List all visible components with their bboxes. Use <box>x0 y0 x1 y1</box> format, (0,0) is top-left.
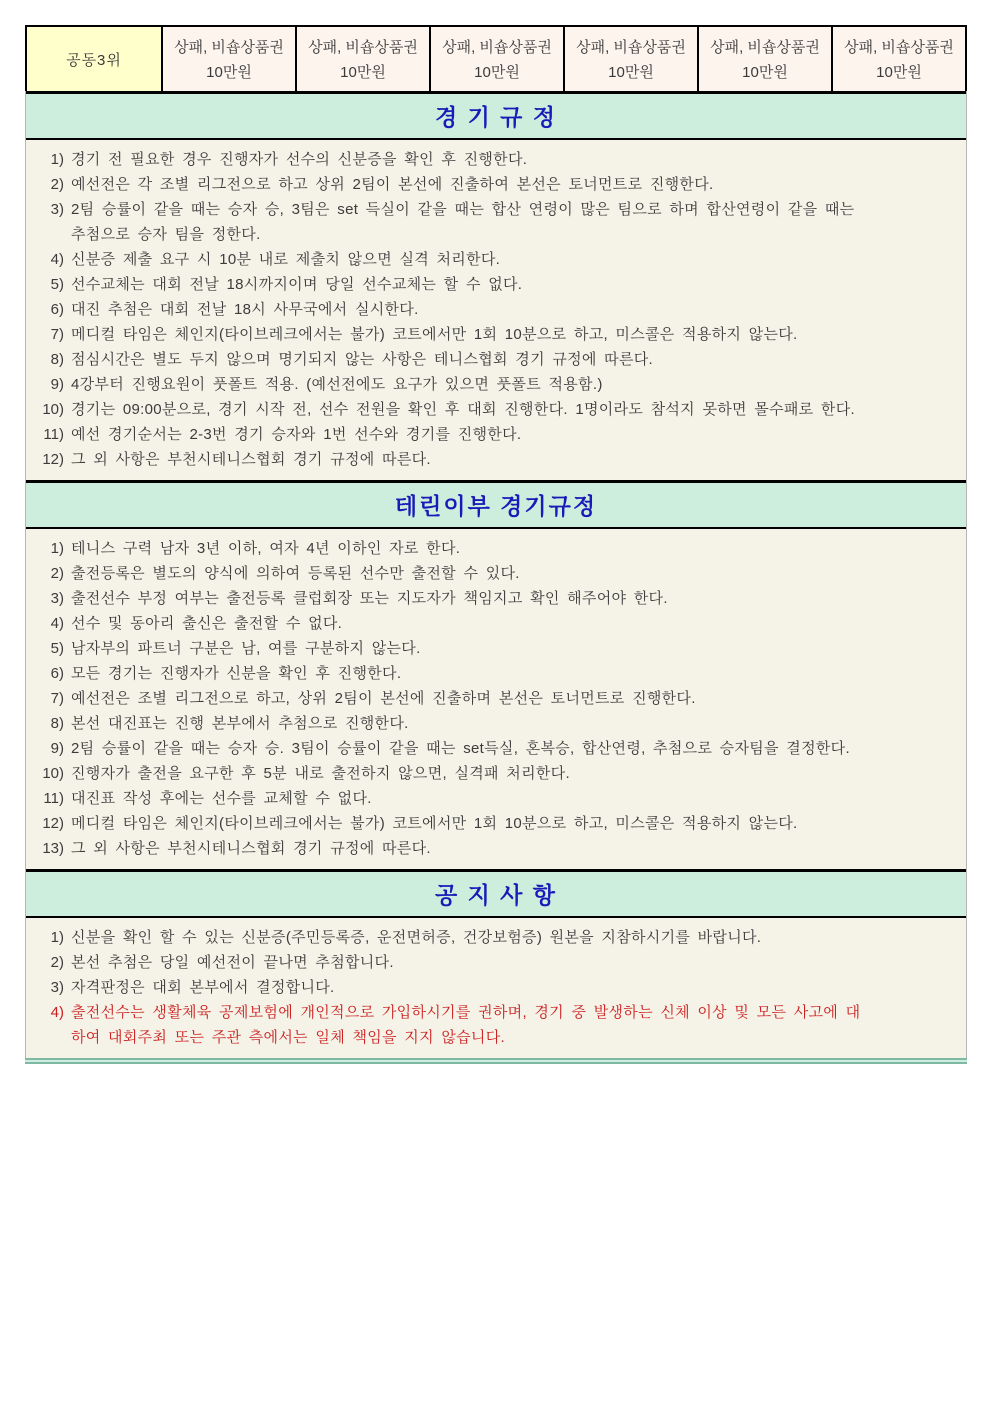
competition-rules-document <box>25 25 967 1064</box>
rule-number: 6) <box>50 301 64 318</box>
rule-item <box>26 372 960 397</box>
rule-number: 1) <box>50 151 64 168</box>
rule-text-line1: 선수교체는 대회 전날 18시까지이며 당일 선수교체는 할 수 없다. <box>71 276 523 293</box>
rule-item <box>26 686 960 711</box>
rule-item <box>26 836 960 861</box>
rule-number: 2) <box>50 176 64 193</box>
rule-text <box>64 297 960 322</box>
rule-item <box>26 422 960 447</box>
rule-text <box>64 836 960 861</box>
rule-item <box>26 611 960 636</box>
rule-text <box>64 372 960 397</box>
prize-table <box>25 25 967 91</box>
rule-text-line1: 메디컬 타임은 체인지(타이브레크에서는 불가) 코트에서만 1회 10분으로 하고, 미스콜은 적용하지 않는다. <box>71 326 798 343</box>
rule-item <box>26 661 960 686</box>
rule-text-line1: 출전선수 부정 여부는 출전등록 클럽회장 또는 지도자가 책임지고 확인 해주어야 한다. <box>71 590 668 607</box>
notice-text-line1: 본선 추첨은 당일 예선전이 끝나면 추첨합니다. <box>71 954 394 971</box>
rule-number: 10) <box>42 401 64 418</box>
rule-item <box>26 447 960 472</box>
prize-cell-line1: 상패, 비숍상품권 <box>576 39 686 56</box>
rule-text <box>64 786 960 811</box>
rule-number: 11) <box>43 790 64 807</box>
notice-text <box>64 1000 960 1050</box>
rule-number: 4) <box>50 251 64 268</box>
rule-item <box>26 586 960 611</box>
rule-number: 5) <box>50 640 64 657</box>
rule-text <box>64 322 960 347</box>
rule-item <box>26 322 960 347</box>
rule-text-line2: 추첨으로 승자 팀을 정한다. <box>71 226 261 243</box>
rule-text-line1: 메디컬 타임은 체인지(타이브레크에서는 불가) 코트에서만 1회 10분으로 하고, 미스콜은 적용하지 않는다. <box>71 815 798 832</box>
prize-cell <box>831 27 965 91</box>
rule-number: 11) <box>43 426 64 443</box>
rule-item <box>26 761 960 786</box>
section-header-notices: 공 지 사 항 <box>26 869 966 918</box>
notice-text <box>64 925 960 950</box>
rule-item <box>26 247 960 272</box>
rule-number: 12) <box>42 451 64 468</box>
rule-text <box>64 661 960 686</box>
rule-number: 10) <box>42 765 64 782</box>
rule-number: 12) <box>42 815 64 832</box>
prize-cell-line1: 상패, 비숍상품권 <box>308 39 418 56</box>
rule-text <box>64 636 960 661</box>
rule-item <box>26 561 960 586</box>
rule-text <box>64 686 960 711</box>
rule-text-line1: 진행자가 출전을 요구한 후 5분 내로 출전하지 않으면, 실격패 처리한다. <box>71 765 570 782</box>
notice-text-line2: 하여 대회주최 또는 주관 측에서는 일체 책임을 지지 않습니다. <box>71 1029 505 1046</box>
rule-number: 7) <box>50 326 64 343</box>
prize-cell <box>429 27 563 91</box>
prize-cell-line2: 10만원 <box>340 64 386 81</box>
notice-item <box>26 975 960 1000</box>
rule-item <box>26 197 960 247</box>
rule-item <box>26 536 960 561</box>
rule-item <box>26 172 960 197</box>
rule-item <box>26 272 960 297</box>
rule-text-line1: 모든 경기는 진행자가 신분을 확인 후 진행한다. <box>71 665 402 682</box>
rule-text <box>64 586 960 611</box>
prize-cell-line1: 상패, 비숍상품권 <box>174 39 284 56</box>
rule-text <box>64 247 960 272</box>
beginner-rules-list <box>26 529 966 869</box>
rule-text <box>64 536 960 561</box>
rule-item <box>26 636 960 661</box>
rule-item <box>26 397 960 422</box>
rule-number: 5) <box>50 276 64 293</box>
rule-number: 3) <box>50 590 64 607</box>
prize-cell <box>563 27 697 91</box>
notice-item <box>26 925 960 950</box>
prize-cell-line1: 상패, 비숍상품권 <box>844 39 954 56</box>
rule-text <box>64 172 960 197</box>
notice-text-line1: 출전선수는 생활체육 공제보험에 개인적으로 가입하시기를 권하며, 경기 중 발생하는 신체 이상 및 모든 사고에 대 <box>71 1004 861 1021</box>
rule-item <box>26 786 960 811</box>
rule-text <box>64 711 960 736</box>
rule-text <box>64 561 960 586</box>
rule-text <box>64 736 960 761</box>
rule-text <box>64 447 960 472</box>
rule-text <box>64 397 960 422</box>
rule-text-line1: 출전등록은 별도의 양식에 의하여 등록된 선수만 출전할 수 있다. <box>71 565 520 582</box>
prize-cell-line1: 상패, 비숍상품권 <box>710 39 820 56</box>
rule-text-line1: 경기 전 필요한 경우 진행자가 선수의 신분증을 확인 후 진행한다. <box>71 151 528 168</box>
rule-text <box>64 147 960 172</box>
rule-text-line1: 남자부의 파트너 구분은 남, 여를 구분하지 않는다. <box>71 640 421 657</box>
prize-rank-cell: 공동3위 <box>27 27 161 91</box>
rule-text <box>64 422 960 447</box>
prize-cell-line2: 10만원 <box>742 64 788 81</box>
rule-text-line1: 그 외 사항은 부천시테니스협회 경기 규정에 따른다. <box>71 840 431 857</box>
rule-text <box>64 811 960 836</box>
prize-cell-line2: 10만원 <box>876 64 922 81</box>
prize-cell <box>697 27 831 91</box>
rule-text-line1: 4강부터 진행요원이 풋폴트 적용. (예선전에도 요구가 있으면 풋폴트 적용함.) <box>71 376 603 393</box>
rule-number: 7) <box>50 690 64 707</box>
rule-text <box>64 761 960 786</box>
notices-list <box>26 918 966 1058</box>
rule-text-line1: 경기는 09:00분으로, 경기 시작 전, 선수 전원을 확인 후 대회 진행한다. 1명이라도 참석지 못하면 몰수패로 한다. <box>71 401 855 418</box>
prize-cell-line1: 상패, 비숍상품권 <box>442 39 552 56</box>
rule-text-line1: 예선전은 조별 리그전으로 하고, 상위 2팀이 본선에 진출하며 본선은 토너먼트로 진행한다. <box>71 690 696 707</box>
prize-cell <box>161 27 295 91</box>
rule-number: 9) <box>50 376 64 393</box>
rule-text-line1: 예선전은 각 조별 리그전으로 하고 상위 2팀이 본선에 진출하여 본선은 토너먼트로 진행한다. <box>71 176 714 193</box>
rule-item <box>26 736 960 761</box>
rule-text-line1: 본선 대진표는 진행 본부에서 추첨으로 진행한다. <box>71 715 409 732</box>
rule-number: 8) <box>50 351 64 368</box>
section-header-beginner-rules: 테린이부 경기규정 <box>26 480 966 529</box>
rule-text-line1: 대진표 작성 후에는 선수를 교체할 수 없다. <box>71 790 372 807</box>
rule-number: 9) <box>50 740 64 757</box>
rule-text-line1: 대진 추첨은 대회 전날 18시 사무국에서 실시한다. <box>71 301 419 318</box>
rule-number: 8) <box>50 715 64 732</box>
prize-cell <box>295 27 429 91</box>
rule-number: 3) <box>50 201 64 218</box>
rule-text <box>64 611 960 636</box>
prize-cell-line2: 10만원 <box>608 64 654 81</box>
rule-item <box>26 811 960 836</box>
rule-text-line1: 테니스 구력 남자 3년 이하, 여자 4년 이하인 자로 한다. <box>71 540 461 557</box>
rule-text-line1: 그 외 사항은 부천시테니스협회 경기 규정에 따른다. <box>71 451 431 468</box>
notice-text <box>64 950 960 975</box>
notice-number: 4) <box>50 1004 64 1021</box>
prize-cell-line2: 10만원 <box>206 64 252 81</box>
rule-item <box>26 297 960 322</box>
rule-text <box>64 197 960 247</box>
notice-number: 1) <box>50 929 64 946</box>
rule-item <box>26 147 960 172</box>
bottom-divider <box>25 1058 967 1064</box>
notice-number: 3) <box>50 979 64 996</box>
section-header-competition-rules: 경 기 규 정 <box>26 91 966 140</box>
rule-text-line1: 2팀 승률이 같을 때는 승자 승, 3팀은 set 득실이 같을 때는 합산 연령이 많은 팀으로 하며 합산연령이 같을 때는 <box>71 201 855 218</box>
rule-item <box>26 347 960 372</box>
rule-text <box>64 272 960 297</box>
competition-rules-list <box>26 140 966 480</box>
rule-text-line1: 예선 경기순서는 2-3번 경기 승자와 1번 선수와 경기를 진행한다. <box>71 426 522 443</box>
rule-text-line1: 신분증 제출 요구 시 10분 내로 제출치 않으면 실격 처리한다. <box>71 251 501 268</box>
rule-text-line1: 2팀 승률이 같을 때는 승자 승. 3팀이 승률이 같을 때는 set득실, 혼복승, 합산연령, 추첨으로 승자팀을 결정한다. <box>71 740 850 757</box>
rule-text-line1: 점심시간은 별도 두지 않으며 명기되지 않는 사항은 테니스협회 경기 규정에 따른다. <box>71 351 654 368</box>
rule-number: 1) <box>50 540 64 557</box>
notice-text-line1: 신분을 확인 할 수 있는 신분증(주민등록증, 운전면허증, 건강보험증) 원본을 지참하시기를 바랍니다. <box>71 929 762 946</box>
notice-text <box>64 975 960 1000</box>
notice-item <box>26 950 960 975</box>
rule-number: 4) <box>50 615 64 632</box>
prize-cell-line2: 10만원 <box>474 64 520 81</box>
rule-number: 6) <box>50 665 64 682</box>
rule-number: 13) <box>42 840 64 857</box>
rule-text-line1: 선수 및 동아리 출신은 출전할 수 없다. <box>71 615 343 632</box>
notice-number: 2) <box>50 954 64 971</box>
rule-text <box>64 347 960 372</box>
notice-text-line1: 자격판정은 대회 본부에서 결정합니다. <box>71 979 335 996</box>
rule-number: 2) <box>50 565 64 582</box>
prize-cells <box>161 27 965 91</box>
notice-item <box>26 1000 960 1050</box>
rule-item <box>26 711 960 736</box>
